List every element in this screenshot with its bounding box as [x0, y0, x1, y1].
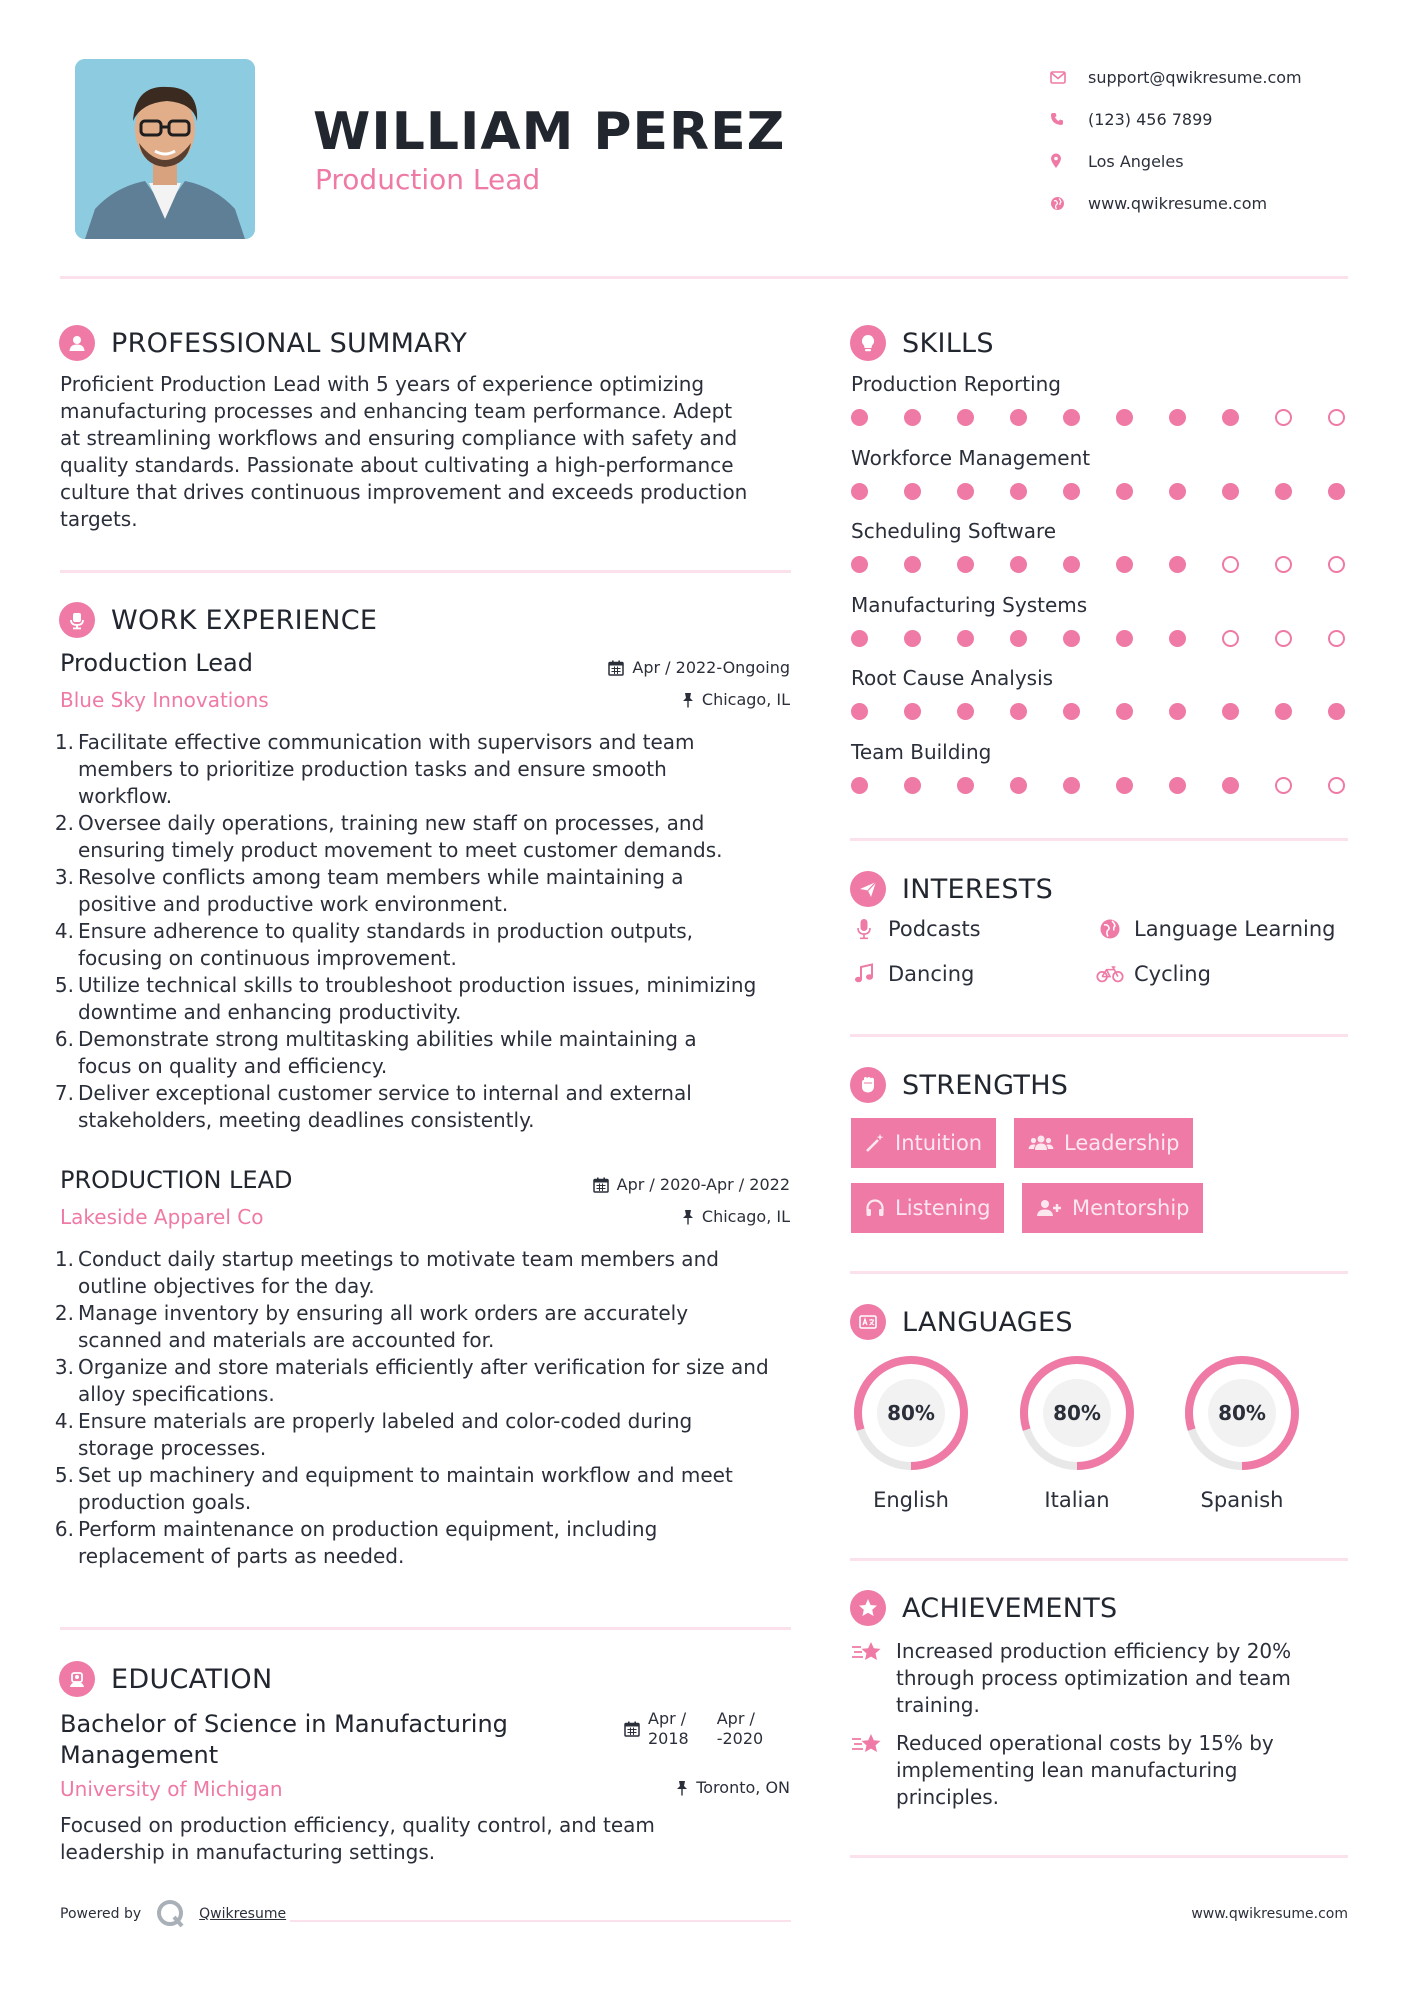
interests-title: INTERESTS	[902, 873, 1054, 905]
rating-dot-filled	[1063, 556, 1080, 573]
rating-dot-filled	[851, 777, 868, 794]
strength-label: Mentorship	[1072, 1196, 1190, 1220]
bullet-line: downtime and enhancing productivity.	[78, 1000, 462, 1024]
education-heading	[59, 1661, 272, 1697]
rating-dot-empty	[1275, 630, 1292, 647]
interest-label: Podcasts	[888, 917, 981, 941]
achievement-item	[851, 1638, 1316, 1719]
map-pin-icon	[1050, 153, 1088, 169]
bullet-line: Manage inventory by ensuring all work orders are accurately	[78, 1301, 689, 1325]
language-percent: 80%	[1218, 1401, 1266, 1425]
phone-icon	[1050, 112, 1088, 126]
list-item	[52, 729, 802, 810]
strength-label: Intuition	[895, 1131, 983, 1155]
language-percent: 80%	[887, 1401, 935, 1425]
achievement-line: training.	[896, 1693, 980, 1717]
graduate-icon	[59, 1661, 95, 1697]
experience-heading	[59, 602, 377, 638]
list-item	[52, 1462, 802, 1516]
achievement-text	[896, 1638, 1316, 1719]
pushpin-icon	[682, 692, 694, 708]
skill-name: Manufacturing Systems	[851, 592, 1088, 617]
candidate-name: WILLIAM PEREZ	[313, 102, 786, 162]
section-divider	[60, 570, 791, 573]
bullet-line: stakeholders, meeting deadlines consistently.	[78, 1108, 535, 1132]
skill-rating	[851, 483, 1381, 500]
rating-dot-empty	[1275, 556, 1292, 573]
shooting-star-icon	[851, 1730, 896, 1811]
bullet-line: focus on quality and efficiency.	[78, 1054, 388, 1078]
footer-divider	[290, 1920, 791, 1922]
bullet-number: 3.	[54, 1355, 74, 1379]
bullet-number: 1.	[54, 730, 74, 754]
envelope-icon	[1050, 71, 1088, 84]
bullet-number: 2.	[54, 811, 74, 835]
strength-tag-intuition	[851, 1118, 996, 1168]
rating-dot-filled	[1116, 483, 1133, 500]
rating-dot-filled	[851, 630, 868, 647]
rating-dot-filled	[1169, 556, 1186, 573]
rating-dot-empty	[1328, 409, 1345, 426]
rating-dot-filled	[1063, 777, 1080, 794]
interest-label: Language Learning	[1134, 917, 1336, 941]
rating-dot-empty	[1328, 777, 1345, 794]
job-location-text: Chicago, IL	[701, 1207, 790, 1226]
globe-icon	[1096, 918, 1124, 940]
powered-by-label: Powered by	[60, 1906, 142, 1922]
rating-dot-filled	[1222, 483, 1239, 500]
summary-heading	[59, 325, 467, 361]
skill-rating	[851, 777, 1381, 794]
skill-rating	[851, 556, 1381, 573]
contact-list	[1050, 56, 1302, 224]
bullet-number: 2.	[54, 1301, 74, 1325]
rating-dot-filled	[957, 409, 974, 426]
rating-dot-empty	[1222, 630, 1239, 647]
rating-dot-filled	[1063, 630, 1080, 647]
bullet-number: 6.	[54, 1517, 74, 1541]
education-line: Focused on production efficiency, quality control, and team	[60, 1813, 655, 1837]
languages-heading	[850, 1304, 1073, 1340]
footer-powered-by	[60, 1898, 286, 1930]
list-item	[52, 918, 802, 972]
bullet-number: 6.	[54, 1027, 74, 1051]
contact-website[interactable]	[1050, 182, 1302, 224]
degree-title	[60, 1709, 508, 1771]
summary-line: culture that drives continuous improvement and exceeds production	[60, 480, 748, 504]
rating-dot-filled	[904, 777, 921, 794]
rating-dot-filled	[1116, 630, 1133, 647]
bullet-line: Utilize technical skills to troubleshoot production issues, minimizing	[78, 973, 757, 997]
interest-item	[850, 962, 974, 986]
list-item	[52, 1516, 802, 1570]
interest-item	[1096, 962, 1211, 986]
rating-dot-filled	[851, 409, 868, 426]
bullet-line: storage processes.	[78, 1436, 267, 1460]
rating-dot-empty	[1222, 556, 1239, 573]
globe-icon	[1050, 196, 1088, 211]
interest-item	[850, 917, 981, 941]
skill-name: Scheduling Software	[851, 519, 1057, 543]
bullet-line: workflow.	[78, 784, 173, 808]
rating-dot-filled	[957, 556, 974, 573]
skill-rating	[851, 409, 1381, 426]
education-line: leadership in manufacturing settings.	[60, 1840, 436, 1864]
job-location	[682, 690, 790, 709]
achievement-line: principles.	[896, 1785, 1000, 1809]
contact-phone[interactable]	[1050, 98, 1302, 140]
skills-heading	[850, 325, 994, 361]
summary-text	[60, 371, 820, 533]
rating-dot-filled	[1010, 703, 1027, 720]
rating-dot-filled	[957, 483, 974, 500]
language-ring	[1182, 1353, 1302, 1477]
rating-dot-filled	[1328, 703, 1345, 720]
bullet-line: Organize and store materials efficiently after verification for size and	[78, 1355, 769, 1379]
rating-dot-filled	[957, 703, 974, 720]
rating-dot-filled	[1116, 777, 1133, 794]
bullet-line: Demonstrate strong multitasking abilities while maintaining a	[78, 1027, 697, 1051]
pushpin-icon	[682, 1209, 694, 1225]
bullet-number: 4.	[54, 919, 74, 943]
summary-line: Proficient Production Lead with 5 years of experience optimizing	[60, 372, 705, 396]
rating-dot-filled	[1222, 703, 1239, 720]
education-location	[676, 1778, 790, 1797]
bullet-line: outline objectives for the day.	[78, 1274, 375, 1298]
music-note-icon	[850, 963, 878, 985]
rating-dot-filled	[1116, 556, 1133, 573]
calendar-icon	[593, 1177, 609, 1193]
strength-tag-leadership	[1014, 1118, 1193, 1168]
skills-title: SKILLS	[902, 327, 994, 359]
job-company: Lakeside Apparel Co	[60, 1205, 264, 1229]
summary-title: PROFESSIONAL SUMMARY	[111, 327, 468, 359]
language-ring	[1017, 1353, 1137, 1477]
strength-label: Listening	[895, 1196, 991, 1220]
fist-icon	[850, 1067, 886, 1103]
section-divider	[850, 1558, 1348, 1561]
bullet-line: production goals.	[78, 1490, 252, 1514]
strength-label: Leadership	[1064, 1131, 1180, 1155]
bullet-line: Deliver exceptional customer service to internal and external	[78, 1081, 692, 1105]
job-title: PRODUCTION LEAD	[60, 1166, 293, 1194]
job-company: Blue Sky Innovations	[60, 688, 269, 712]
summary-line: at streamlining workflows and ensuring compliance with safety and	[60, 426, 738, 450]
job-bullets	[52, 1246, 802, 1570]
rating-dot-empty	[1328, 556, 1345, 573]
rating-dot-empty	[1275, 409, 1292, 426]
bullet-line: focusing on continuous improvement.	[78, 946, 457, 970]
bullet-number: 1.	[54, 1247, 74, 1271]
job-dates	[593, 1175, 790, 1194]
start-date-year: 2018	[648, 1729, 689, 1748]
lightbulb-icon	[850, 325, 886, 361]
education-title: EDUCATION	[111, 1663, 273, 1695]
job-dates	[608, 658, 790, 677]
shooting-star-icon	[851, 1638, 896, 1719]
rating-dot-filled	[1010, 483, 1027, 500]
rating-dot-filled	[1063, 409, 1080, 426]
rating-dot-filled	[851, 703, 868, 720]
bullet-number: 5.	[54, 973, 74, 997]
experience-title: WORK EXPERIENCE	[111, 604, 378, 636]
bullet-line: Ensure adherence to quality standards in production outputs,	[78, 919, 693, 943]
rating-dot-filled	[957, 630, 974, 647]
list-item	[52, 1080, 802, 1134]
bullet-line: replacement of parts as needed.	[78, 1544, 405, 1568]
calendar-icon	[624, 1721, 640, 1737]
skill-name: Team Building	[851, 739, 992, 764]
rating-dot-filled	[957, 777, 974, 794]
language-donut	[1182, 1353, 1302, 1473]
magic-wand-icon	[865, 1133, 885, 1153]
strength-tag-listening	[851, 1183, 1004, 1233]
end-date-month: Apr /	[716, 1709, 755, 1728]
skill-name: Production Reporting	[851, 372, 1061, 396]
list-item	[52, 972, 802, 1026]
job-location	[682, 1207, 790, 1226]
headphones-icon	[865, 1198, 885, 1218]
language-donut	[851, 1353, 971, 1473]
strengths-heading	[850, 1067, 1068, 1103]
rating-dot-filled	[1169, 483, 1186, 500]
footer-website[interactable]: www.qwikresume.com	[1191, 1906, 1348, 1922]
list-item	[52, 1408, 802, 1462]
calendar-icon	[608, 660, 624, 676]
education-description	[60, 1812, 800, 1866]
rating-dot-filled	[851, 556, 868, 573]
achievement-line: Increased production efficiency by 20%	[896, 1639, 1292, 1663]
rating-dot-filled	[1169, 777, 1186, 794]
section-divider	[60, 1627, 791, 1630]
user-icon	[59, 325, 95, 361]
start-date-month: Apr /	[648, 1709, 687, 1728]
skill-name: Workforce Management	[851, 445, 1091, 470]
star-badge-icon	[850, 1590, 886, 1626]
language-ring	[851, 1353, 971, 1477]
bullet-line: Oversee daily operations, training new staff on processes, and	[78, 811, 705, 835]
bullet-line: Ensure materials are properly labeled and color-coded during	[78, 1409, 693, 1433]
rating-dot-filled	[904, 556, 921, 573]
bullet-line: Conduct daily startup meetings to motivate team members and	[78, 1247, 719, 1271]
strength-tag-mentorship	[1022, 1183, 1203, 1233]
rating-dot-empty	[1328, 630, 1345, 647]
rating-dot-filled	[1010, 630, 1027, 647]
rating-dot-filled	[1010, 556, 1027, 573]
microphone-icon	[850, 918, 878, 940]
rating-dot-filled	[904, 409, 921, 426]
education-location-text: Toronto, ON	[696, 1778, 790, 1797]
degree-line: Bachelor of Science in Manufacturing	[60, 1710, 508, 1738]
bullet-line: Resolve conflicts among team members while maintaining a	[78, 865, 684, 889]
section-divider	[850, 1271, 1348, 1274]
rating-dot-filled	[904, 483, 921, 500]
skill-rating	[851, 703, 1381, 720]
list-item	[52, 1026, 802, 1080]
school-name: University of Michigan	[60, 1777, 283, 1801]
contact-location-text: Los Angeles	[1088, 151, 1184, 171]
degree-line: Management	[60, 1741, 219, 1769]
list-item	[52, 1354, 802, 1408]
achievement-line: through process optimization and team	[896, 1666, 1291, 1690]
rating-dot-filled	[1222, 409, 1239, 426]
bullet-number: 7.	[54, 1081, 74, 1105]
rating-dot-filled	[1169, 409, 1186, 426]
bullet-line: scanned and materials are accounted for.	[78, 1328, 495, 1352]
header-divider	[60, 276, 1348, 279]
achievement-item	[851, 1730, 1316, 1811]
rating-dot-filled	[1275, 483, 1292, 500]
language-donut	[1017, 1353, 1137, 1473]
summary-line: manufacturing processes and enhancing team performance. Adept	[60, 399, 733, 423]
strengths-title: STRENGTHS	[902, 1069, 1069, 1101]
job-bullets	[52, 729, 802, 1134]
list-item	[52, 864, 802, 918]
summary-line: targets.	[60, 507, 138, 531]
contact-website-text: www.qwikresume.com	[1088, 193, 1268, 213]
rating-dot-filled	[1222, 777, 1239, 794]
qwikresume-logo-icon	[155, 1898, 187, 1930]
section-divider	[850, 1034, 1348, 1037]
bullet-line: ensuring timely product movement to meet customer demands.	[78, 838, 723, 862]
achievements-title: ACHIEVEMENTS	[902, 1592, 1118, 1624]
job-dates-text: Apr / 2022-Ongoing	[632, 658, 790, 677]
language-icon	[850, 1304, 886, 1340]
job-dates-text: Apr / 2020-Apr / 2022	[616, 1175, 790, 1194]
rating-dot-filled	[904, 703, 921, 720]
bullet-line: Facilitate effective communication with supervisors and team	[78, 730, 695, 754]
rating-dot-filled	[1169, 703, 1186, 720]
skill-name: Root Cause Analysis	[851, 666, 1054, 690]
brand-link[interactable]: Qwikresume	[199, 1906, 287, 1922]
candidate-title: Production Lead	[315, 163, 541, 196]
users-icon	[1028, 1133, 1054, 1153]
rating-dot-filled	[1328, 483, 1345, 500]
briefcase-icon	[59, 602, 95, 638]
rating-dot-filled	[1116, 703, 1133, 720]
languages-title: LANGUAGES	[902, 1306, 1073, 1338]
bullet-number: 4.	[54, 1409, 74, 1433]
language-percent: 80%	[1053, 1401, 1101, 1425]
job-title: Production Lead	[60, 649, 253, 677]
rating-dot-filled	[1275, 703, 1292, 720]
achievement-line: implementing lean manufacturing	[896, 1758, 1238, 1782]
interest-label: Dancing	[888, 962, 975, 986]
section-divider	[850, 1855, 1348, 1858]
list-item	[52, 1300, 802, 1354]
bullet-number: 3.	[54, 865, 74, 889]
achievement-line: Reduced operational costs by 15% by	[896, 1731, 1274, 1755]
interest-item	[1096, 917, 1335, 941]
rating-dot-filled	[904, 630, 921, 647]
profile-photo	[75, 59, 255, 239]
bullet-number: 5.	[54, 1463, 74, 1487]
list-item	[52, 1246, 802, 1300]
end-date-year: -2020	[716, 1729, 764, 1748]
paper-plane-icon	[850, 871, 886, 907]
rating-dot-filled	[1010, 777, 1027, 794]
bullet-line: Perform maintenance on production equipment, including	[78, 1517, 658, 1541]
language-name: Italian	[1044, 1488, 1110, 1512]
user-plus-icon	[1036, 1198, 1062, 1218]
job-location-text: Chicago, IL	[701, 690, 790, 709]
summary-line: quality standards. Passionate about cultivating a high-performance	[60, 453, 734, 477]
rating-dot-filled	[1063, 703, 1080, 720]
bullet-line: Set up machinery and equipment to maintain workflow and meet	[78, 1463, 733, 1487]
interests-heading	[850, 871, 1053, 907]
language-name: Spanish	[1200, 1488, 1284, 1512]
list-item	[52, 810, 802, 864]
education-dates	[624, 1709, 763, 1749]
rating-dot-filled	[1063, 483, 1080, 500]
pushpin-icon	[676, 1780, 688, 1796]
bicycle-icon	[1096, 964, 1124, 984]
rating-dot-empty	[1275, 777, 1292, 794]
section-divider	[850, 838, 1348, 841]
contact-email[interactable]	[1050, 56, 1302, 98]
interest-label: Cycling	[1134, 962, 1211, 986]
bullet-line: positive and productive work environment.	[78, 892, 509, 916]
bullet-line: alloy specifications.	[78, 1382, 275, 1406]
rating-dot-filled	[851, 483, 868, 500]
contact-email-text: support@qwikresume.com	[1088, 67, 1302, 87]
achievements-heading	[850, 1590, 1118, 1626]
rating-dot-filled	[1169, 630, 1186, 647]
contact-phone-text: (123) 456 7899	[1088, 109, 1213, 129]
rating-dot-filled	[1010, 409, 1027, 426]
rating-dot-filled	[1116, 409, 1133, 426]
achievement-text	[896, 1730, 1316, 1811]
language-name: English	[873, 1488, 949, 1512]
skill-rating	[851, 630, 1381, 647]
bullet-line: members to prioritize production tasks and ensure smooth	[78, 757, 667, 781]
contact-location	[1050, 140, 1302, 182]
